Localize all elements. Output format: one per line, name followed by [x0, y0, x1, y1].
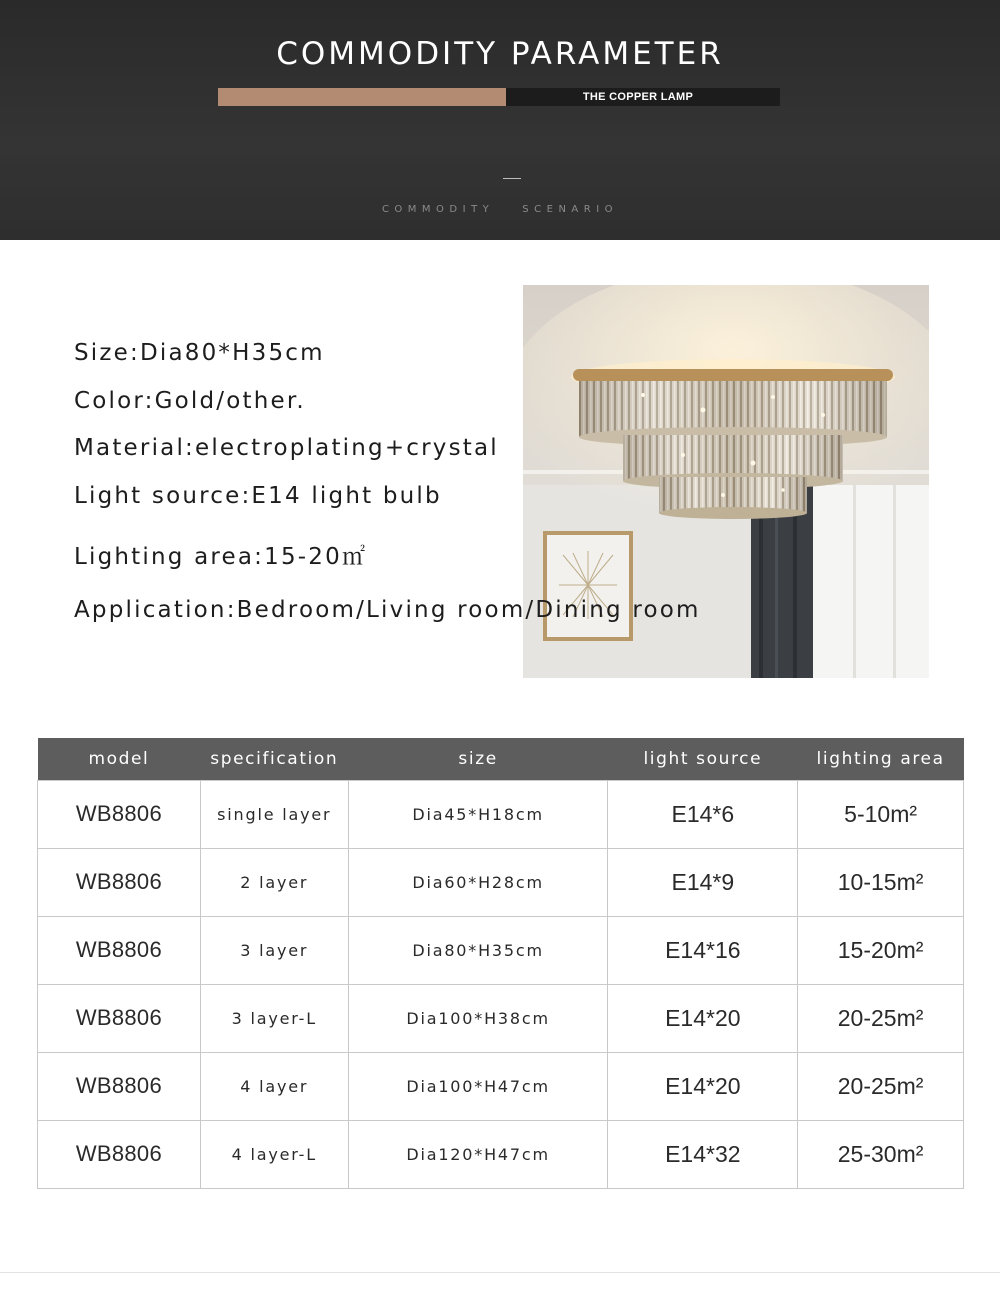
cell-model: WB8806: [38, 1120, 201, 1188]
cell-lighting-area: 15-20m²: [798, 916, 964, 984]
cell-lighting-area: 10-15m²: [798, 848, 964, 916]
cell-light-source: E14*32: [608, 1120, 798, 1188]
header-light-source: light source: [608, 738, 798, 780]
cell-specification: 4 layer: [200, 1052, 348, 1120]
table-row: [38, 780, 964, 848]
parameter-table: [37, 738, 964, 1189]
table-row: [38, 1120, 964, 1188]
cell-model: WB8806: [38, 780, 201, 848]
subtitle-scenario: SCENARIO: [522, 204, 619, 215]
cell-size: Dia120*H47cm: [348, 1120, 608, 1188]
cell-model: WB8806: [38, 848, 201, 916]
cell-lighting-area: 25-30m²: [798, 1120, 964, 1188]
bottom-divider: [0, 1272, 1000, 1273]
spec-color: Color:Gold/other.: [74, 388, 306, 414]
cell-specification: 2 layer: [200, 848, 348, 916]
cell-size: Dia100*H38cm: [348, 984, 608, 1052]
cell-specification: 3 layer: [200, 916, 348, 984]
cell-specification: single layer: [200, 780, 348, 848]
cell-lighting-area: 20-25m²: [798, 984, 964, 1052]
cell-model: WB8806: [38, 916, 201, 984]
divider: [503, 178, 521, 179]
title-bar: [218, 88, 780, 106]
cell-model: WB8806: [38, 1052, 201, 1120]
cell-light-source: E14*20: [608, 1052, 798, 1120]
header-subtitle: [0, 204, 1000, 215]
cell-light-source: E14*9: [608, 848, 798, 916]
cell-specification: 3 layer-L: [200, 984, 348, 1052]
cell-size: Dia60*H28cm: [348, 848, 608, 916]
cell-light-source: E14*20: [608, 984, 798, 1052]
title-bar-label: THE COPPER LAMP: [506, 88, 780, 106]
table-row: [38, 848, 964, 916]
table-body: [38, 780, 964, 1188]
cell-lighting-area: 20-25m²: [798, 1052, 964, 1120]
cell-light-source: E14*6: [608, 780, 798, 848]
header-model: model: [38, 738, 201, 780]
header-specification: specification: [200, 738, 348, 780]
cell-size: Dia100*H47cm: [348, 1052, 608, 1120]
spec-lighting-area: Lighting area:15-20㎡: [74, 544, 368, 570]
table-header: [38, 738, 964, 780]
cell-model: WB8806: [38, 984, 201, 1052]
table-row: [38, 1052, 964, 1120]
table-row: [38, 984, 964, 1052]
spec-size: Size:Dia80*H35cm: [74, 340, 325, 366]
cell-lighting-area: 5-10m²: [798, 780, 964, 848]
cell-light-source: E14*16: [608, 916, 798, 984]
header-size: size: [348, 738, 608, 780]
cell-size: Dia80*H35cm: [348, 916, 608, 984]
header-banner: [0, 0, 1000, 240]
header-lighting-area: lighting area: [798, 738, 964, 780]
table-row: [38, 916, 964, 984]
page-title: COMMODITY PARAMETER: [276, 36, 724, 72]
spec-material: Material:electroplating+crystal: [74, 435, 499, 461]
spec-light-source: Light source:E14 light bulb: [74, 483, 442, 509]
spec-application: Application:Bedroom/Living room/Dining room: [74, 597, 701, 623]
copper-accent-bar: [218, 88, 506, 106]
table-header-row: [38, 738, 964, 780]
cell-specification: 4 layer-L: [200, 1120, 348, 1188]
subtitle-commodity: COMMODITY: [381, 204, 495, 215]
cell-size: Dia45*H18cm: [348, 780, 608, 848]
